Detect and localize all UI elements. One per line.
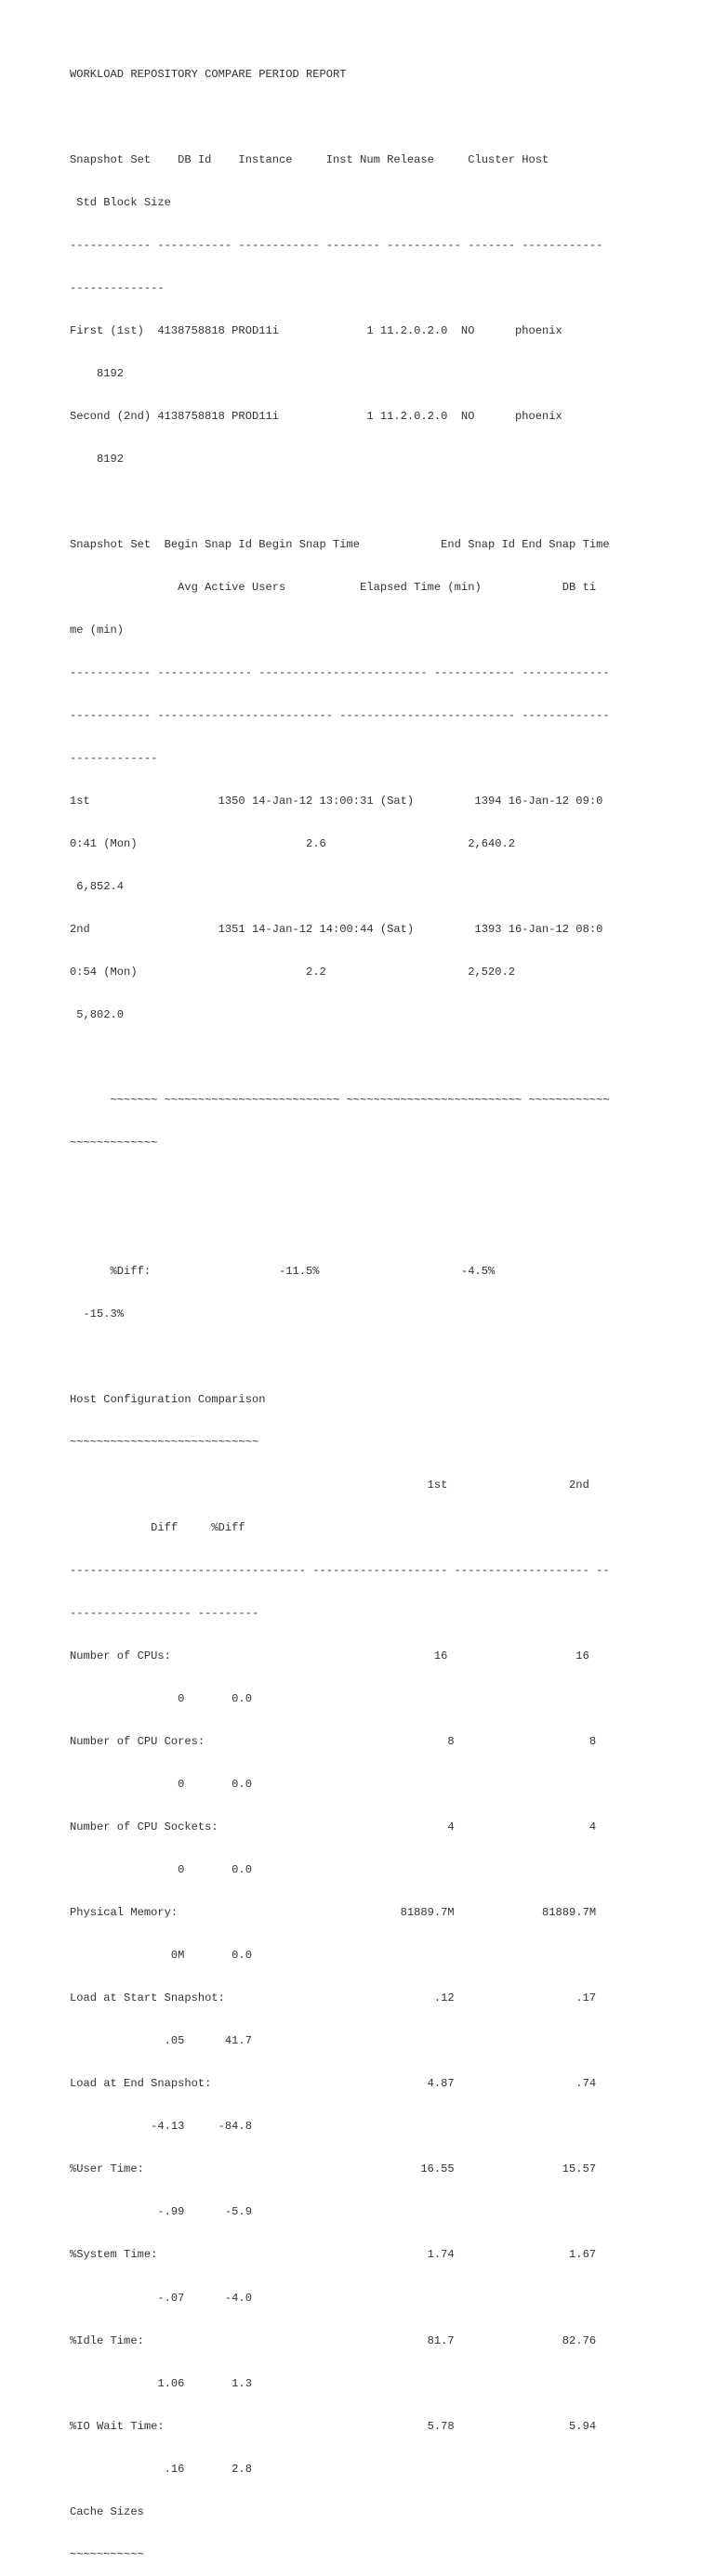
table-row: %User Time: 16.55 15.57	[70, 2162, 597, 2176]
table-row: 8192	[70, 366, 125, 380]
table-row: -.99 -5.9	[70, 2205, 252, 2219]
separator-line: ----------------------------------- -------------------- -------------------- --	[70, 1564, 610, 1578]
table-row: 0 0.0	[70, 1863, 252, 1877]
table-row: Load at Start Snapshot: .12 .17	[70, 1991, 597, 2005]
table-row: Load at End Snapshot: 4.87 .74	[70, 2077, 597, 2091]
table-row: .16 2.8	[70, 2462, 252, 2476]
tilde-separator: ~~~~~~~~~~~~~	[70, 1137, 158, 1150]
blank-line	[70, 1179, 628, 1193]
host-config-header: 1st 2nd	[70, 1479, 589, 1492]
tilde-separator: ~~~~~~~~~~~	[70, 2547, 144, 2561]
separator-line: ------------------ ---------	[70, 1607, 259, 1621]
table-row: 0:54 (Mon) 2.2 2,520.2	[70, 966, 515, 979]
table-row: 0 0.0	[70, 1778, 252, 1792]
table-row: Second (2nd) 4138758818 PROD11i 1 11.2.0.2.0 NO phoenix	[70, 409, 562, 423]
table-row: 0 0.0	[70, 1692, 252, 1706]
blank-line	[70, 495, 628, 509]
table-row: Number of CPU Cores: 8 8	[70, 1735, 597, 1749]
table-row: 5,802.0	[70, 1008, 125, 1022]
table-row: -.07 -4.0	[70, 2291, 252, 2305]
separator-line: --------------	[70, 281, 165, 295]
table-row: %IO Wait Time: 5.78 5.94	[70, 2419, 597, 2433]
blank-line	[70, 1350, 628, 1364]
table-row: 8192	[70, 452, 125, 466]
snapshot-table-header: Std Block Size	[70, 195, 171, 209]
blank-line	[70, 111, 628, 125]
diff-row: -15.3%	[70, 1308, 125, 1321]
snapshot-table-header: Snapshot Set DB Id Instance Inst Num Release Cluster Host	[70, 152, 549, 166]
table-row: 2nd 1351 14-Jan-12 14:00:44 (Sat) 1393 16-Jan-12 08:0	[70, 923, 603, 936]
separator-line: ------------ -------------------------- -------------------------- -------------	[70, 708, 610, 722]
table-row: 1st 1350 14-Jan-12 13:00:31 (Sat) 1394 16-Jan-12 09:0	[70, 794, 603, 808]
table-row: %Idle Time: 81.7 82.76	[70, 2333, 597, 2347]
table-row: .05 41.7	[70, 2034, 252, 2048]
host-config-header: Diff %Diff	[70, 1521, 245, 1535]
diff-row: %Diff: -11.5% -4.5%	[70, 1265, 496, 1279]
tilde-separator: ~~~~~~~ ~~~~~~~~~~~~~~~~~~~~~~~~~~ ~~~~~~~~~~~~~~~~~~~~~~~~~~ ~~~~~~~~~~~~	[70, 1094, 610, 1108]
table-row: %System Time: 1.74 1.67	[70, 2248, 597, 2262]
table-row: Number of CPUs: 16 16	[70, 1649, 589, 1663]
blank-line	[70, 1222, 628, 1236]
table-row: 6,852.4	[70, 879, 125, 893]
report-text	[70, 39, 628, 2576]
snap-period-header: me (min)	[70, 623, 125, 637]
table-row: Physical Memory: 81889.7M 81889.7M	[70, 1906, 597, 1920]
separator-line: ------------ ----------- ------------ -------- ----------- ------- ------------	[70, 238, 603, 252]
section-title: Cache Sizes	[70, 2504, 144, 2518]
snap-period-header: Avg Active Users Elapsed Time (min) DB ti	[70, 580, 597, 594]
table-row: 0:41 (Mon) 2.6 2,640.2	[70, 836, 515, 850]
snap-period-header: Snapshot Set Begin Snap Id Begin Snap Time End Snap Id End Snap Time	[70, 537, 610, 551]
table-row: -4.13 -84.8	[70, 2120, 252, 2134]
table-row: 1.06 1.3	[70, 2376, 252, 2390]
table-row: 0M 0.0	[70, 1949, 252, 1963]
tilde-separator: ~~~~~~~~~~~~~~~~~~~~~~~~~~~~	[70, 1436, 259, 1450]
report-title: WORKLOAD REPOSITORY COMPARE PERIOD REPORT	[70, 67, 347, 81]
separator-line: ------------ -------------- ------------------------- ------------ -------------	[70, 665, 610, 679]
table-row: Number of CPU Sockets: 4 4	[70, 1820, 597, 1834]
blank-line	[70, 1051, 628, 1065]
section-title: Host Configuration Comparison	[70, 1393, 266, 1407]
separator-line: -------------	[70, 751, 158, 765]
table-row: First (1st) 4138758818 PROD11i 1 11.2.0.2.0 NO phoenix	[70, 323, 562, 337]
